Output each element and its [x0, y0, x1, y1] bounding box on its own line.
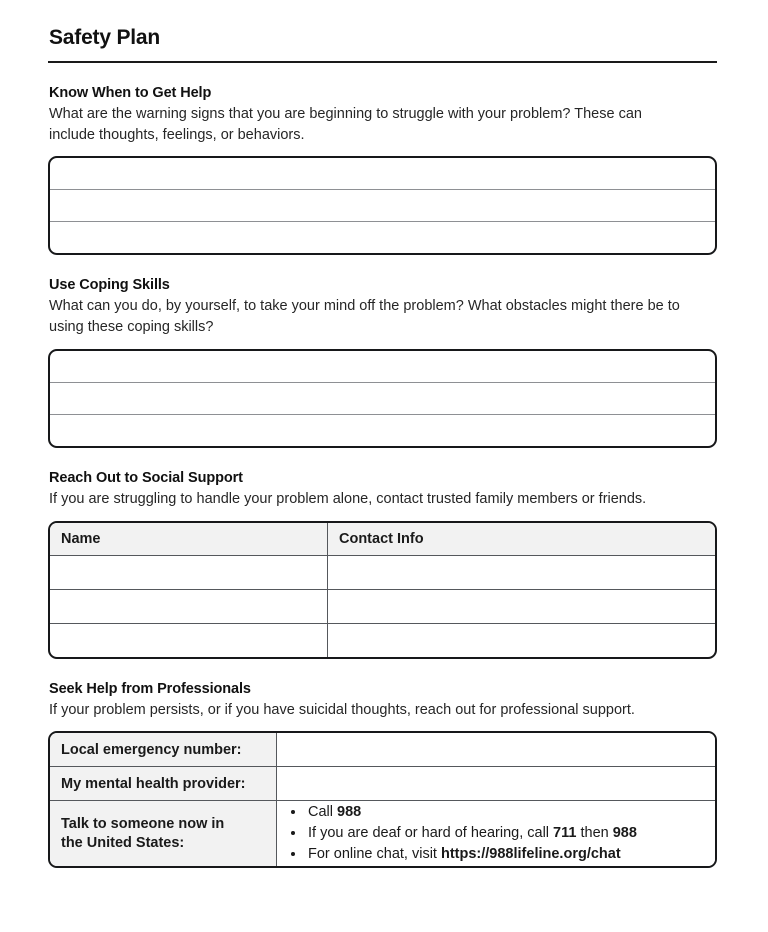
table-row: [50, 624, 715, 657]
answer-line[interactable]: [50, 383, 715, 415]
section-heading: Know When to Get Help: [49, 85, 212, 101]
cell-contact-info[interactable]: [328, 590, 715, 623]
table-header-row: [50, 523, 715, 556]
section-know-when-to-get-help: [48, 85, 717, 255]
answer-line[interactable]: [50, 222, 715, 253]
title-divider: [48, 61, 717, 63]
table-row: [50, 556, 715, 590]
column-header-name: Name: [50, 523, 328, 555]
list-item: [306, 823, 637, 844]
bullet-strong: 711: [553, 825, 577, 842]
page-title: Safety Plan: [49, 26, 161, 49]
hotline-bullet-list: [288, 802, 637, 865]
cell-name[interactable]: [50, 590, 328, 623]
list-item: [306, 844, 637, 865]
answer-line[interactable]: [50, 415, 715, 446]
cell-contact-info[interactable]: [328, 624, 715, 657]
section-use-coping-skills: [48, 277, 717, 447]
table-row: [50, 733, 715, 767]
hotline-label-text: Talk to someone now in the United States:: [61, 815, 225, 851]
cell-local-emergency-number-value[interactable]: [277, 733, 715, 766]
bullet-prefix: Call: [308, 804, 338, 821]
cell-name[interactable]: [50, 624, 328, 657]
section-reach-out-to-social-support: [48, 470, 717, 659]
section-description: If your problem persists, or if you have suicidal thoughts, reach out for professional support.: [49, 701, 635, 718]
row-label-local-emergency-number: Local emergency number:: [50, 733, 277, 766]
bullet-suffix: then: [576, 825, 613, 842]
answer-line[interactable]: [50, 351, 715, 383]
bullet-strong: 988: [337, 804, 362, 821]
table-row: [50, 767, 715, 801]
section-description: What are the warning signs that you are beginning to struggle with your problem? These can include thoughts, feelings, or behaviors.: [49, 106, 642, 143]
bullet-prefix: For online chat, visit: [308, 846, 441, 863]
section-description: What can you do, by yourself, to take your mind off the problem? What obstacles might there be to using these coping skills?: [49, 298, 680, 336]
social-support-table: [48, 521, 717, 659]
cell-hotline-options: [277, 801, 715, 866]
answer-line[interactable]: [50, 158, 715, 190]
cell-contact-info[interactable]: [328, 556, 715, 589]
section-description: If you are struggling to handle your problem alone, contact trusted family members or friends.: [49, 490, 647, 507]
section-heading: Reach Out to Social Support: [49, 469, 243, 486]
section-heading: Seek Help from Professionals: [49, 680, 251, 697]
bullet-prefix: If you are deaf or hard of hearing, call: [308, 825, 554, 842]
cell-my-mental-health-provider-value[interactable]: [277, 767, 715, 800]
table-row: [50, 590, 715, 624]
answer-line[interactable]: [50, 190, 715, 222]
hotline-chat-link[interactable]: https://988lifeline.org/chat: [440, 846, 621, 863]
list-item: [306, 802, 637, 823]
table-row-hotline: [50, 801, 715, 866]
bullet-strong-secondary: 988: [612, 825, 637, 842]
cell-name[interactable]: [50, 556, 328, 589]
section-heading: Use Coping Skills: [49, 277, 170, 294]
column-header-contact-info: Contact Info: [328, 523, 715, 555]
answer-box-coping-skills[interactable]: [48, 349, 717, 448]
section-seek-help-from-professionals: [48, 681, 717, 869]
professionals-table: [48, 731, 717, 868]
row-label-my-mental-health-provider: My mental health provider:: [50, 767, 277, 800]
row-label-talk-to-someone-now: [50, 801, 277, 866]
answer-box-warning-signs[interactable]: [48, 156, 717, 255]
